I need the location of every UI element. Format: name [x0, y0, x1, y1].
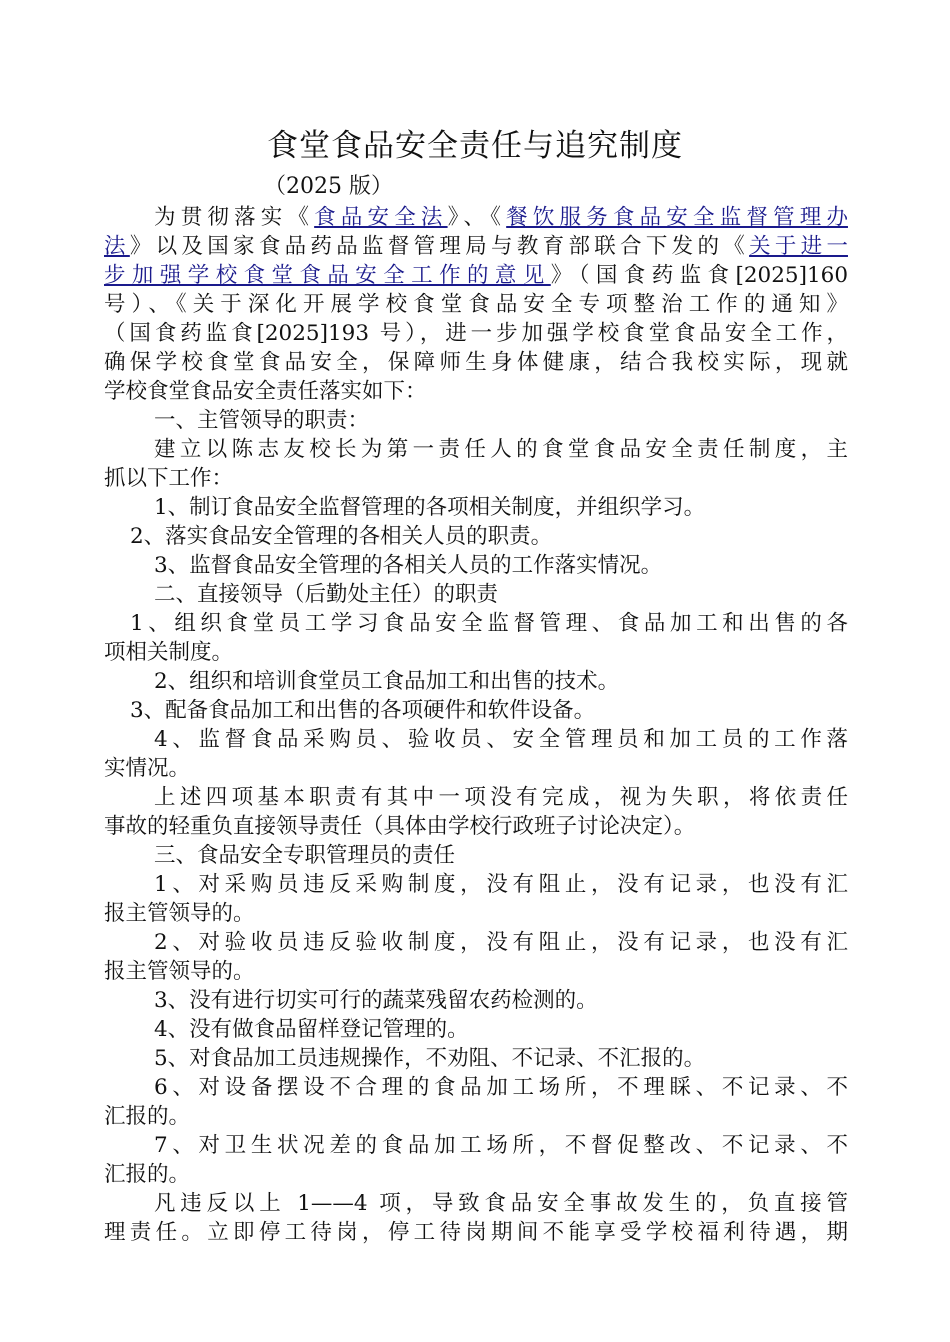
intro-line-6: 确保学校食堂食品安全，保障师生身体健康，结合我校实际，现就: [104, 350, 848, 375]
section-3-summary-line-2: 理责任。立即停工待岗，停工待岗期间不能享受学校福利待遇，期: [104, 1220, 848, 1245]
section-2-item-3: 3、配备食品加工和出售的各项硬件和软件设备。: [130, 698, 596, 723]
intro-line-2: [104, 232, 848, 262]
section-2-item-1-line-2: 项相关制度。: [104, 640, 234, 665]
section-1-para-line-1: 建立以陈志友校长为第一责任人的食堂食品安全责任制度，主: [154, 437, 848, 462]
section-3-item-1-line-2: 报主管领导的。: [104, 901, 255, 926]
section-3-summary-line-1: 凡违反以上 1——4 项，导致食品安全事故发生的，负直接管: [154, 1191, 848, 1216]
section-3-item-2-line-1: 2、对验收员违反验收制度，没有阻止，没有记录，也没有汇: [154, 930, 848, 955]
section-2-summary-line-2: 事故的轻重负直接领导责任（具体由学校行政班子讨论决定）。: [104, 814, 696, 839]
section-2-heading: 二、直接领导（后勤处主任）的职责: [154, 582, 499, 607]
intro-line-3: [104, 261, 848, 291]
section-3-item-7-line-1: 7、对卫生状况差的食品加工场所，不督促整改、不记录、不: [154, 1133, 848, 1158]
document-subtitle: （2025 版）: [264, 174, 393, 199]
intro-line-4: 号）、《关于深化开展学校食堂食品安全专项整治工作的通知》: [104, 292, 848, 317]
section-1-item-1: 1、制订食品安全监督管理的各项相关制度，并组织学习。: [154, 495, 706, 520]
section-3-item-1-line-1: 1、对采购员违反采购制度，没有阻止，没有记录，也没有汇: [154, 872, 848, 897]
intro-line-1: [104, 203, 848, 233]
section-1-item-2: 2、落实食品安全管理的各相关人员的职责。: [130, 524, 553, 549]
section-3-item-3: 3、没有进行切实可行的蔬菜残留农药检测的。: [154, 988, 598, 1013]
section-2-item-4-line-1: 4、监督食品采购员、验收员、安全管理员和加工员的工作落: [154, 727, 848, 752]
school-canteen-opinion-link-cont[interactable]: 步加强学校食堂食品安全工作的意见: [104, 263, 551, 288]
section-3-item-6-line-2: 汇报的。: [104, 1104, 191, 1129]
section-1-para-line-2: 抓以下工作：: [104, 466, 234, 491]
section-2-summary-line-1: 上述四项基本职责有其中一项没有完成，视为失职，将依责任: [154, 785, 848, 810]
intro-text: 》、《: [447, 205, 507, 230]
catering-regulation-link-cont[interactable]: 法: [104, 234, 130, 259]
section-3-item-6-line-1: 6、对设备摆设不合理的食品加工场所，不理睬、不记录、不: [154, 1075, 848, 1100]
section-2-item-4-line-2: 实情况。: [104, 756, 191, 781]
food-safety-law-link[interactable]: 食品安全法: [314, 205, 448, 230]
section-1-item-3: 3、监督食品安全管理的各相关人员的工作落实情况。: [154, 553, 663, 578]
intro-text: 》（国食药监食[2025]160: [550, 263, 848, 288]
section-3-item-2-line-2: 报主管领导的。: [104, 959, 255, 984]
section-2-item-2: 2、组织和培训食堂员工食品加工和出售的技术。: [154, 669, 620, 694]
catering-regulation-link[interactable]: 餐饮服务食品安全监督管理办: [506, 205, 848, 230]
section-3-item-5: 5、对食品加工员违规操作，不劝阻、不记录、不汇报的。: [154, 1046, 706, 1071]
intro-text: 》以及国家食品药品监督管理局与教育部联合下发的《: [129, 234, 750, 259]
intro-text: 为贯彻落实《: [154, 205, 315, 230]
section-3-heading: 三、食品安全专职管理员的责任: [154, 843, 456, 868]
document-title: 食堂食品安全责任与追究制度: [267, 128, 683, 164]
section-3-item-4: 4、没有做食品留样登记管理的。: [154, 1017, 469, 1042]
section-2-item-1-line-1: 1、组织食堂员工学习食品安全监督管理、食品加工和出售的各: [130, 611, 848, 636]
section-3-item-7-line-2: 汇报的。: [104, 1162, 191, 1187]
intro-line-7: 学校食堂食品安全责任落实如下：: [104, 379, 427, 404]
section-1-heading: 一、主管领导的职责：: [154, 408, 370, 433]
school-canteen-opinion-link[interactable]: 关于进一: [749, 234, 848, 259]
intro-line-5: （国食药监食[2025]193 号），进一步加强学校食堂食品安全工作，: [104, 321, 848, 346]
